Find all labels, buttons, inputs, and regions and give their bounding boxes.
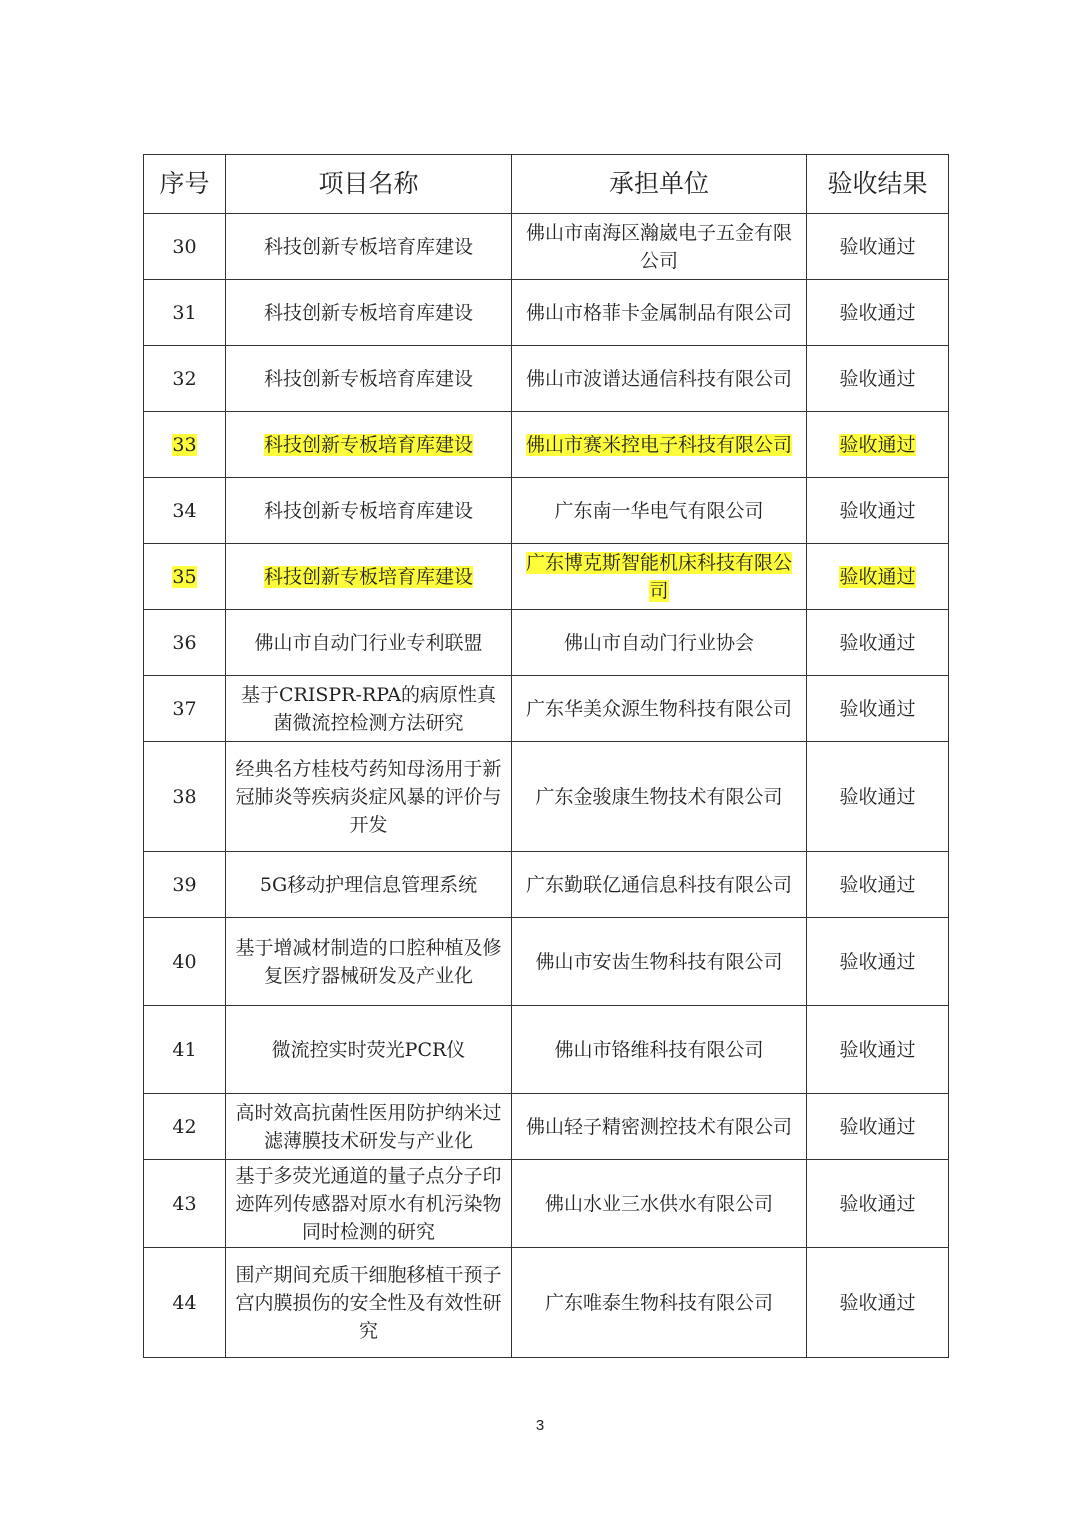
- row-unit: 佛山市铬维科技有限公司: [554, 1038, 764, 1061]
- row-result-cell: [807, 676, 949, 742]
- row-result: 验收通过: [839, 631, 916, 654]
- header-unit: 承担单位: [512, 155, 807, 214]
- table-row: [144, 918, 949, 1006]
- row-unit: 佛山水业三水供水有限公司: [544, 1192, 773, 1215]
- row-no: 32: [172, 367, 197, 390]
- row-result: 验收通过: [839, 301, 916, 324]
- row-result: 验收通过: [839, 873, 916, 896]
- row-result: 验收通过: [839, 433, 916, 456]
- row-result-cell: [807, 346, 949, 412]
- row-no-cell: [144, 918, 226, 1006]
- row-no: 34: [172, 499, 197, 522]
- row-no-cell: [144, 412, 226, 478]
- row-result: 验收通过: [839, 697, 916, 720]
- row-project-cell: [226, 280, 512, 346]
- row-project-cell: [226, 544, 512, 610]
- row-no: 35: [172, 565, 197, 588]
- table-row: [144, 412, 949, 478]
- row-no: 40: [172, 950, 197, 973]
- row-unit-cell: [512, 610, 807, 676]
- row-unit-cell: [512, 1160, 807, 1248]
- row-project-cell: [226, 1248, 512, 1358]
- row-no: 43: [172, 1192, 197, 1215]
- row-result: 验收通过: [839, 367, 916, 390]
- row-project: 科技创新专板培育库建设: [263, 433, 473, 456]
- row-result-cell: [807, 544, 949, 610]
- row-project: 基于多荧光通道的量子点分子印迹阵列传感器对原水有机污染物同时检测的研究: [235, 1164, 502, 1243]
- row-no: 38: [172, 785, 197, 808]
- table-row: [144, 1160, 949, 1248]
- row-unit-cell: [512, 280, 807, 346]
- row-unit: 广东博克斯智能机床科技有限公司: [525, 551, 792, 602]
- row-unit: 佛山市格菲卡金属制品有限公司: [525, 301, 792, 324]
- row-unit-cell: [512, 852, 807, 918]
- table-row: [144, 280, 949, 346]
- row-project: 科技创新专板培育库建设: [263, 235, 473, 258]
- row-result-cell: [807, 478, 949, 544]
- row-result-cell: [807, 610, 949, 676]
- row-unit: 佛山市波谱达通信科技有限公司: [525, 367, 792, 390]
- row-unit-cell: [512, 544, 807, 610]
- row-project-cell: [226, 478, 512, 544]
- row-unit-cell: [512, 1248, 807, 1358]
- row-unit: 广东金骏康生物技术有限公司: [535, 785, 783, 808]
- row-unit-cell: [512, 918, 807, 1006]
- row-unit-cell: [512, 1094, 807, 1160]
- table-row: [144, 852, 949, 918]
- row-project: 基于增减材制造的口腔种植及修复医疗器械研发及产业化: [235, 936, 502, 987]
- row-result: 验收通过: [839, 565, 916, 588]
- row-project: 5G移动护理信息管理系统: [259, 873, 478, 896]
- row-result: 验收通过: [839, 1115, 916, 1138]
- row-result: 验收通过: [839, 950, 916, 973]
- row-project-cell: [226, 346, 512, 412]
- row-unit-cell: [512, 1006, 807, 1094]
- header-result: 验收结果: [807, 155, 949, 214]
- row-unit: 佛山市自动门行业协会: [563, 631, 754, 654]
- table-row: [144, 346, 949, 412]
- table-row: [144, 1006, 949, 1094]
- table-row: [144, 544, 949, 610]
- row-no-cell: [144, 478, 226, 544]
- row-no: 37: [172, 697, 197, 720]
- row-no-cell: [144, 544, 226, 610]
- row-result-cell: [807, 1094, 949, 1160]
- row-no-cell: [144, 1248, 226, 1358]
- row-project: 微流控实时荧光PCR仪: [271, 1038, 466, 1061]
- row-unit: 广东南一华电气有限公司: [554, 499, 764, 522]
- row-no-cell: [144, 742, 226, 852]
- header-project: 项目名称: [226, 155, 512, 214]
- row-project-cell: [226, 1006, 512, 1094]
- row-project-cell: [226, 676, 512, 742]
- table-row: [144, 742, 949, 852]
- row-no: 30: [172, 235, 197, 258]
- row-project: 科技创新专板培育库建设: [263, 367, 473, 390]
- row-no-cell: [144, 1006, 226, 1094]
- row-no: 42: [172, 1115, 197, 1138]
- row-result: 验收通过: [839, 785, 916, 808]
- row-project-cell: [226, 1160, 512, 1248]
- row-project: 基于CRISPR-RPA的病原性真菌微流控检测方法研究: [241, 683, 496, 734]
- row-no: 44: [172, 1291, 197, 1314]
- table-header-row: [144, 155, 949, 214]
- table-row: [144, 478, 949, 544]
- row-project: 经典名方桂枝芍药知母汤用于新冠肺炎等疾病炎症风暴的评价与开发: [235, 757, 502, 836]
- row-project-cell: [226, 852, 512, 918]
- row-unit: 佛山市南海区瀚崴电子五金有限公司: [525, 221, 792, 272]
- row-unit-cell: [512, 214, 807, 280]
- row-no-cell: [144, 1160, 226, 1248]
- row-result: 验收通过: [839, 1291, 916, 1314]
- row-result: 验收通过: [839, 1192, 916, 1215]
- row-unit-cell: [512, 346, 807, 412]
- row-result-cell: [807, 852, 949, 918]
- row-unit: 广东勤联亿通信息科技有限公司: [525, 873, 792, 896]
- row-result-cell: [807, 214, 949, 280]
- row-no-cell: [144, 214, 226, 280]
- header-no: 序号: [144, 155, 226, 214]
- row-no-cell: [144, 346, 226, 412]
- acceptance-table: [143, 154, 949, 1358]
- table-row: [144, 214, 949, 280]
- row-project: 科技创新专板培育库建设: [263, 499, 473, 522]
- table-row: [144, 1248, 949, 1358]
- table-row: [144, 676, 949, 742]
- row-no: 33: [172, 433, 197, 456]
- row-unit: 佛山市安齿生物科技有限公司: [535, 950, 783, 973]
- row-project: 高时效高抗菌性医用防护纳米过滤薄膜技术研发与产业化: [235, 1101, 502, 1152]
- row-result-cell: [807, 1006, 949, 1094]
- row-unit: 广东唯泰生物科技有限公司: [544, 1291, 773, 1314]
- row-project-cell: [226, 610, 512, 676]
- row-project: 科技创新专板培育库建设: [263, 565, 473, 588]
- row-no-cell: [144, 610, 226, 676]
- row-project-cell: [226, 412, 512, 478]
- row-unit-cell: [512, 478, 807, 544]
- row-result: 验收通过: [839, 235, 916, 258]
- row-result-cell: [807, 412, 949, 478]
- row-project-cell: [226, 214, 512, 280]
- row-no-cell: [144, 852, 226, 918]
- row-result-cell: [807, 742, 949, 852]
- row-unit: 广东华美众源生物科技有限公司: [525, 697, 792, 720]
- row-result-cell: [807, 1248, 949, 1358]
- row-result-cell: [807, 918, 949, 1006]
- row-project: 科技创新专板培育库建设: [263, 301, 473, 324]
- row-result: 验收通过: [839, 499, 916, 522]
- row-project: 围产期间充质干细胞移植干预子宫内膜损伤的安全性及有效性研究: [235, 1263, 502, 1342]
- page-number: 3: [535, 1417, 545, 1434]
- row-result: 验收通过: [839, 1038, 916, 1061]
- row-unit-cell: [512, 676, 807, 742]
- row-no: 36: [172, 631, 197, 654]
- row-no-cell: [144, 676, 226, 742]
- row-no: 41: [172, 1038, 197, 1061]
- row-no-cell: [144, 280, 226, 346]
- table-row: [144, 1094, 949, 1160]
- row-project-cell: [226, 742, 512, 852]
- row-unit-cell: [512, 412, 807, 478]
- row-project: 佛山市自动门行业专利联盟: [254, 631, 483, 654]
- row-project-cell: [226, 918, 512, 1006]
- row-unit-cell: [512, 742, 807, 852]
- row-unit: 佛山市赛米控电子科技有限公司: [525, 433, 792, 456]
- row-result-cell: [807, 1160, 949, 1248]
- row-project-cell: [226, 1094, 512, 1160]
- row-no-cell: [144, 1094, 226, 1160]
- row-unit: 佛山轻子精密测控技术有限公司: [525, 1115, 792, 1138]
- row-no: 31: [172, 301, 197, 324]
- row-result-cell: [807, 280, 949, 346]
- row-no: 39: [172, 873, 197, 896]
- table-row: [144, 610, 949, 676]
